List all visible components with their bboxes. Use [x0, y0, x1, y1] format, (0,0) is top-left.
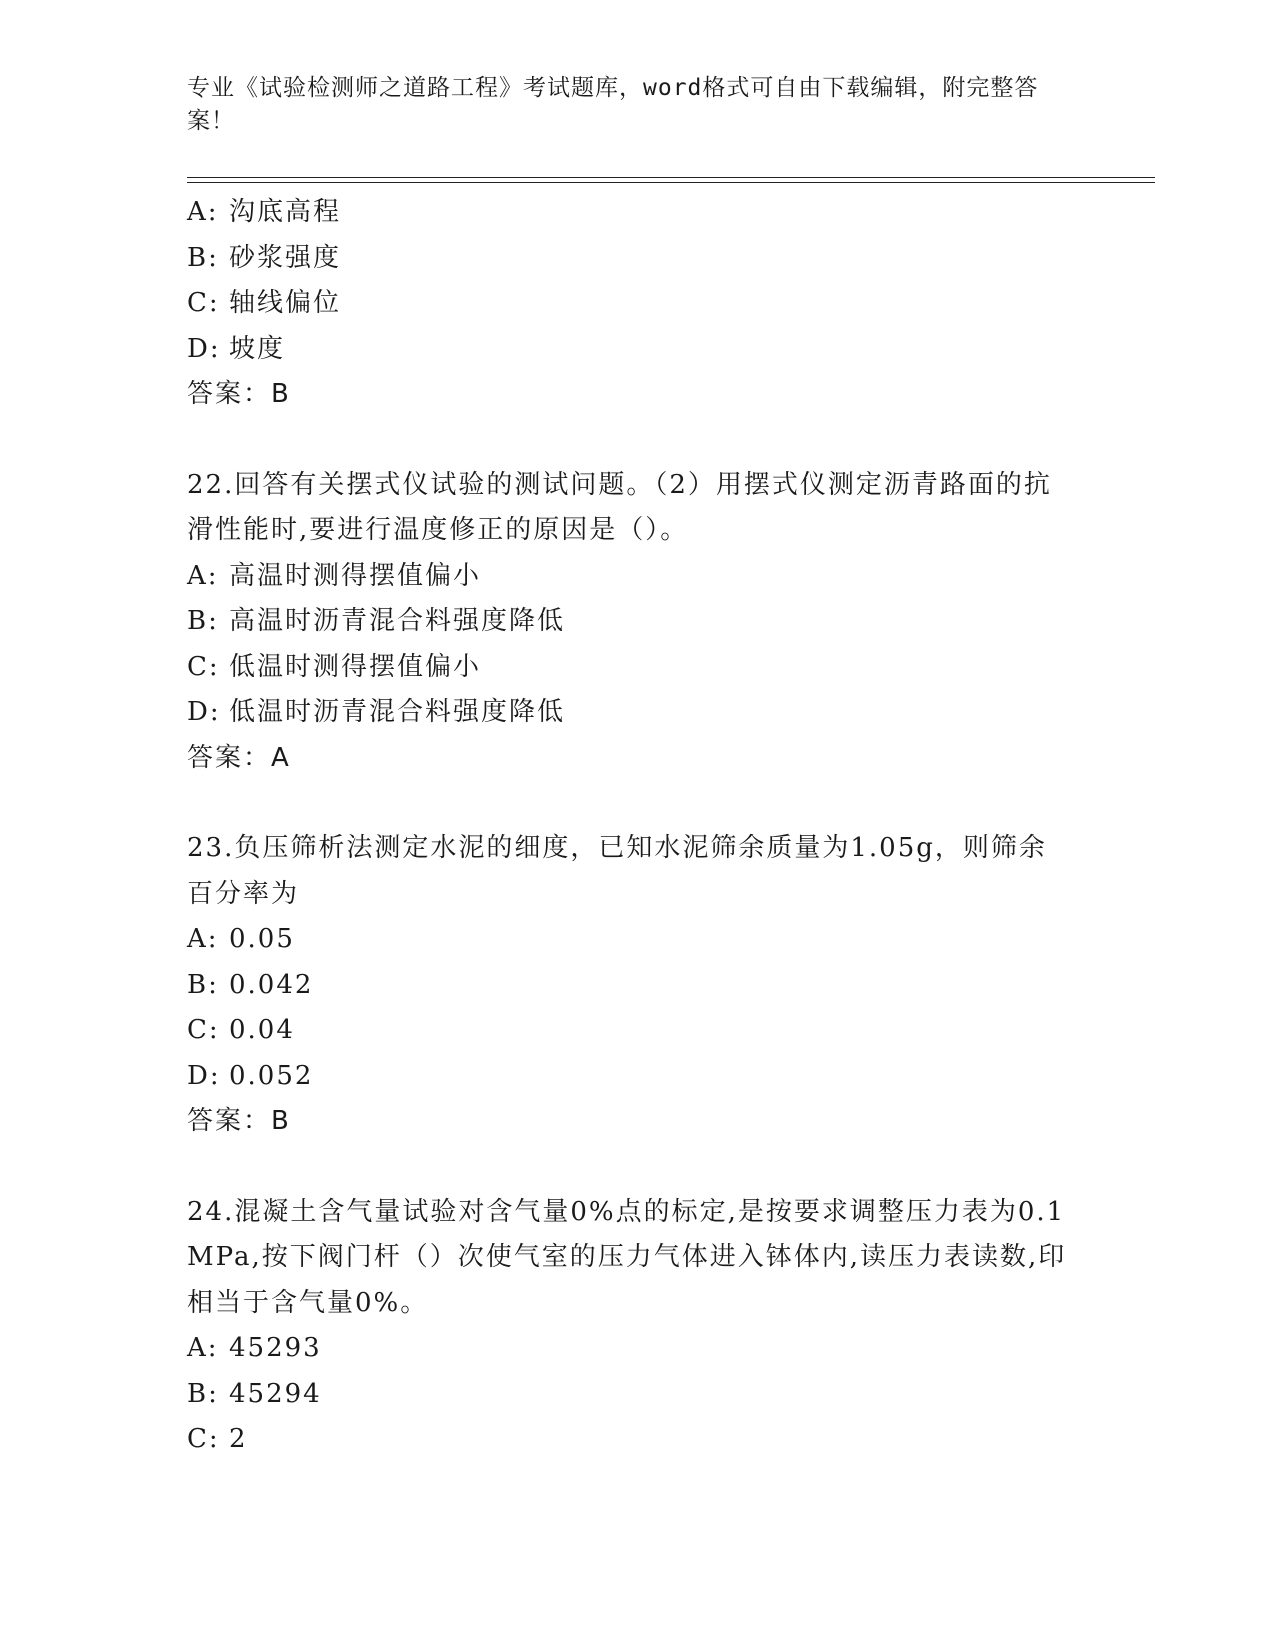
option-key: B: — [187, 969, 219, 1000]
option-key: C: — [187, 651, 220, 682]
option-key: D: — [187, 697, 221, 727]
option-a — [187, 190, 1087, 236]
option-text: 0.042 — [229, 969, 314, 1000]
option-text: 坡度 — [229, 333, 286, 364]
option-d — [187, 1054, 1087, 1100]
header-divider-bottom — [187, 182, 1155, 183]
question-text: 24.混凝土含气量试验对含气量0%点的标定,是按要求调整压力表为0.1MPa,按下阀门杆（）次使气室的压力气体进入钵体内,读压力表读数,印相当于含气量0%。 — [187, 1196, 1067, 1318]
option-a — [187, 917, 1087, 963]
option-text: 45293 — [229, 1333, 322, 1363]
option-text: 45294 — [229, 1378, 322, 1409]
option-c — [187, 645, 1087, 691]
answer-line: 答案：A — [187, 742, 291, 773]
option-text: 高温时沥青混合料强度降低 — [229, 606, 566, 636]
option-a — [187, 554, 1087, 600]
option-c — [187, 1417, 1087, 1463]
question-24 — [187, 1190, 1087, 1463]
option-text: 砂浆强度 — [229, 242, 342, 273]
option-text: 高温时测得摆值偏小 — [229, 560, 482, 591]
option-c — [187, 1008, 1087, 1054]
option-text: 沟底高程 — [229, 197, 342, 227]
option-key: C: — [187, 1015, 220, 1045]
option-text: 0.04 — [229, 1015, 295, 1045]
option-key: A: — [187, 1333, 219, 1363]
option-key: B: — [187, 606, 219, 636]
option-b — [187, 963, 1087, 1009]
option-key: A: — [187, 560, 219, 591]
option-b — [187, 599, 1087, 645]
option-c — [187, 281, 1087, 327]
question-list — [187, 190, 1087, 1463]
answer-line: 答案：B — [187, 379, 291, 409]
option-d — [187, 327, 1087, 373]
header-divider-top — [187, 177, 1155, 178]
spacer — [187, 418, 1087, 463]
option-text: 2 — [229, 1424, 248, 1454]
option-d — [187, 690, 1087, 736]
question-22 — [187, 463, 1087, 782]
option-key: C: — [187, 1424, 220, 1454]
option-text: 0.05 — [229, 924, 295, 954]
spacer — [187, 781, 1087, 826]
option-text: 低温时测得摆值偏小 — [229, 651, 482, 682]
question-text: 22.回答有关摆式仪试验的测试问题。（2）用摆式仪测定沥青路面的抗滑性能时,要进行温度修正的原因是（）。 — [187, 469, 1052, 545]
option-b — [187, 1372, 1087, 1418]
option-a — [187, 1326, 1087, 1372]
option-key: C: — [187, 288, 220, 318]
option-text: 0.052 — [229, 1060, 314, 1091]
option-text: 低温时沥青混合料强度降低 — [229, 697, 566, 727]
option-key: D: — [187, 1060, 221, 1091]
answer-line: 答案：B — [187, 1106, 291, 1136]
option-key: B: — [187, 1378, 219, 1409]
option-key: A: — [187, 197, 219, 227]
question-21 — [187, 190, 1087, 418]
question-text: 23.负压筛析法测定水泥的细度，已知水泥筛余质量为1.05g，则筛余百分率为 — [187, 833, 1047, 909]
option-key: B: — [187, 242, 219, 273]
document-header: 专业《试验检测师之道路工程》考试题库，word格式可自由下载编辑，附完整答案！ — [187, 75, 1039, 134]
question-23 — [187, 826, 1087, 1145]
option-b — [187, 236, 1087, 282]
spacer — [187, 1145, 1087, 1190]
option-key: D: — [187, 333, 221, 364]
option-text: 轴线偏位 — [229, 288, 342, 318]
option-key: A: — [187, 924, 219, 954]
